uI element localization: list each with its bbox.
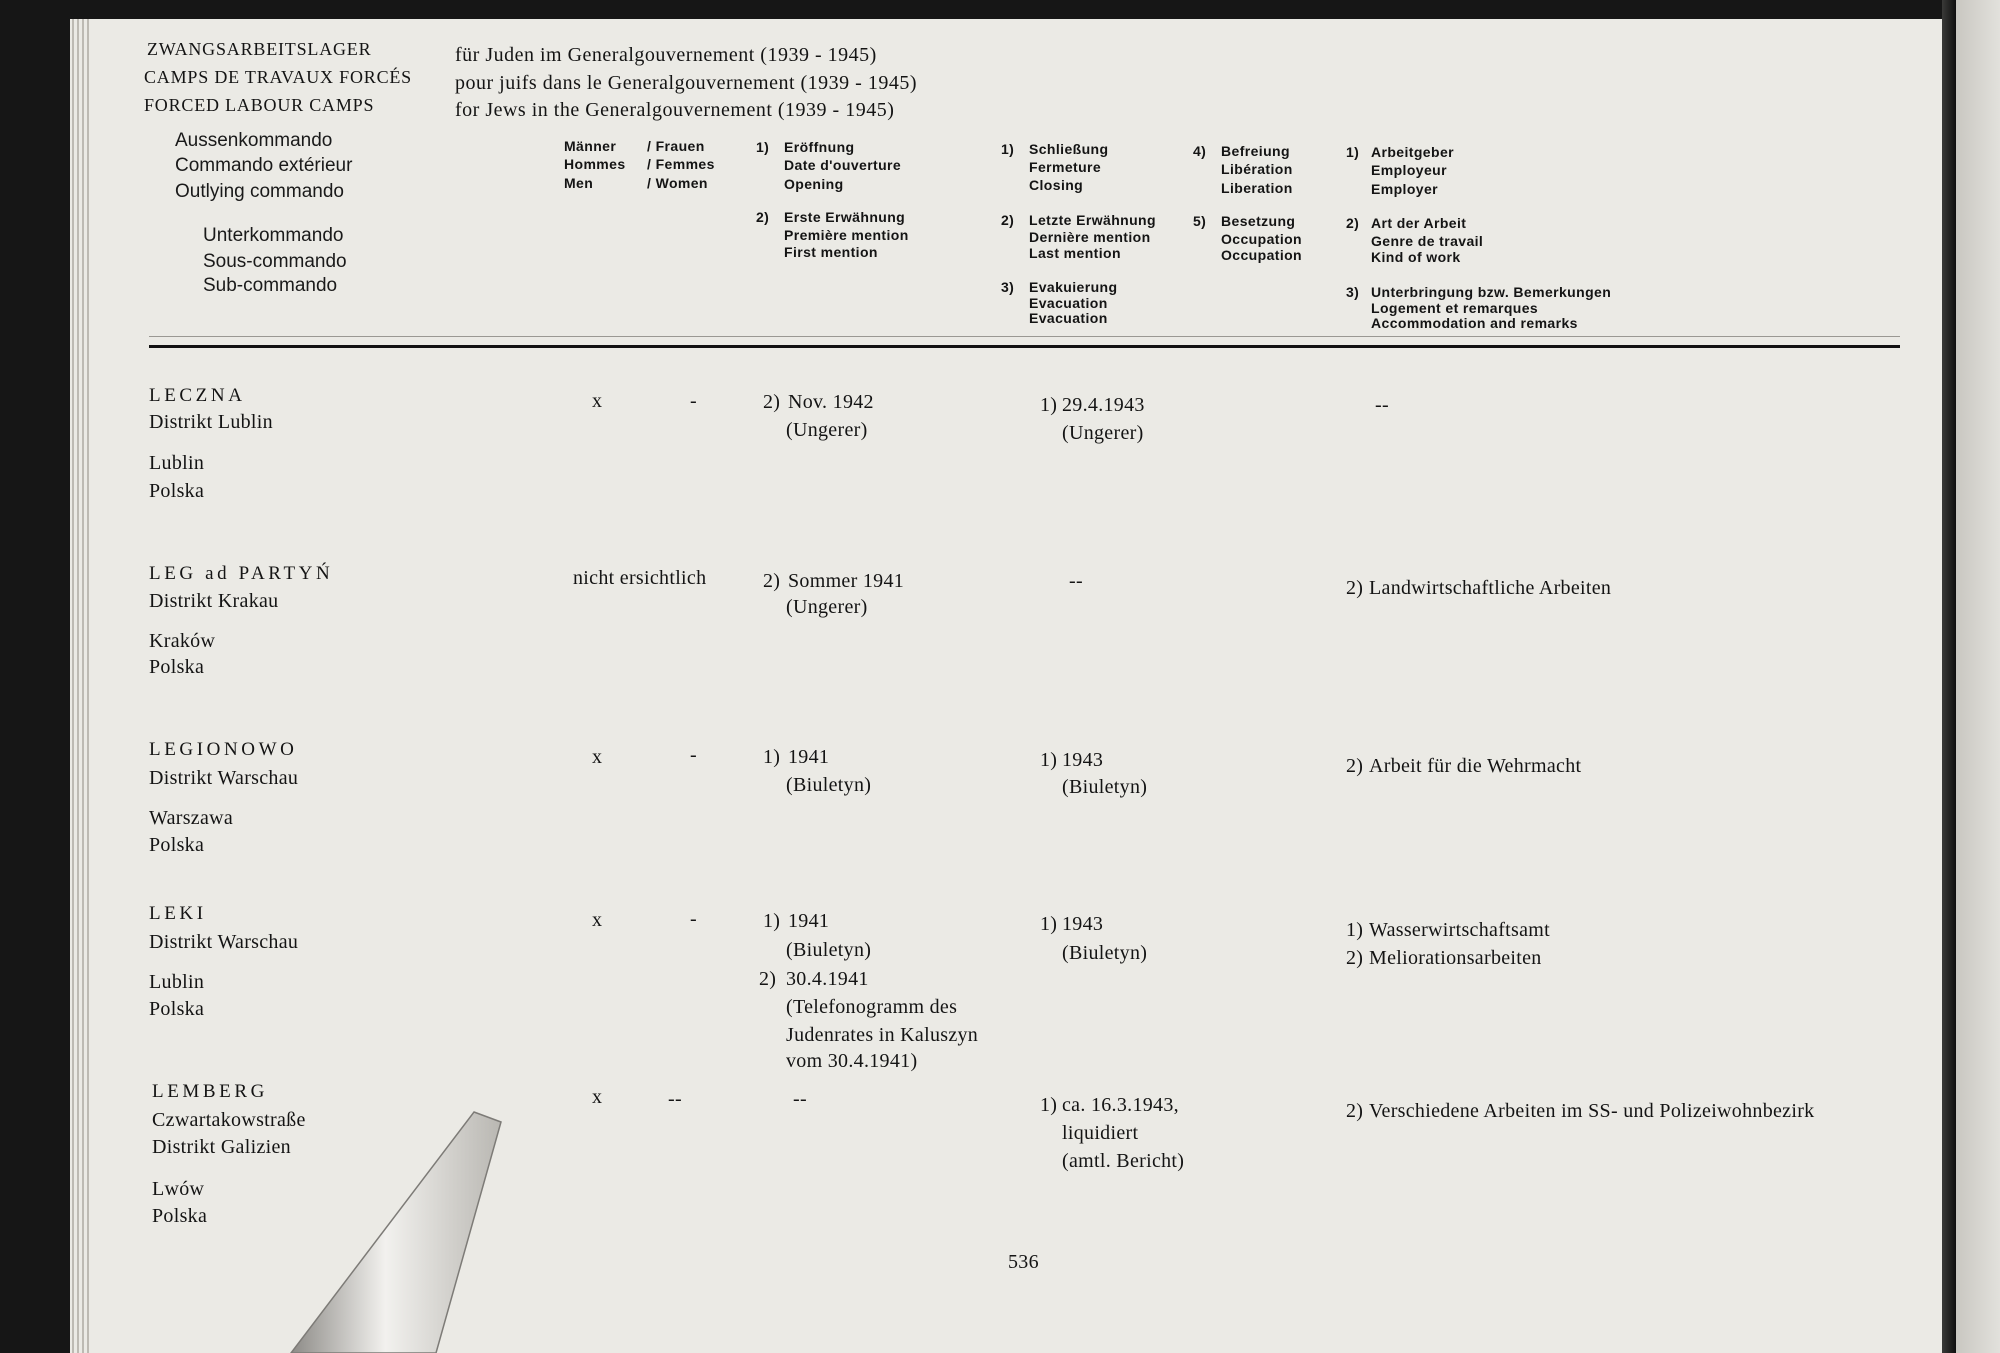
legend-closing-fr: Fermeture: [1029, 159, 1102, 175]
opening-text: (Ungerer): [786, 419, 868, 441]
closing-num: 1): [1040, 913, 1058, 935]
opening-text: Sommer 1941: [788, 570, 905, 592]
closing-text: liquidiert: [1062, 1122, 1139, 1144]
work-text: Meliorationsarbeiten: [1369, 947, 1542, 969]
men-mark: x: [592, 390, 603, 412]
legend-accommodation-fr: Logement et remarques: [1371, 300, 1539, 316]
work-text: Landwirtschaftliche Arbeiten: [1369, 577, 1612, 599]
header-subtitle-en: for Jews in the Generalgouvernement (1939 - 1945): [455, 99, 895, 121]
opening-text: 1941: [788, 910, 830, 932]
closing-text: 1943: [1062, 913, 1104, 935]
legend-men-de: Männer: [564, 138, 617, 154]
work-text: --: [1375, 394, 1389, 416]
legend-occupation-de: Besetzung: [1221, 213, 1296, 229]
legend-kind-of-work-fr: Genre de travail: [1371, 233, 1484, 249]
legend-occupation-fr: Occupation: [1221, 231, 1303, 247]
work-num: 2): [1346, 577, 1364, 599]
legend-men-en: Men: [564, 175, 594, 191]
camp-location: Polska: [149, 834, 205, 856]
legend-accommodation-de: Unterbringung bzw. Bemerkungen: [1371, 284, 1612, 300]
closing-text: (Ungerer): [1062, 422, 1144, 444]
opening-text: (Biuletyn): [786, 939, 872, 961]
legend-first-mention-en: First mention: [784, 244, 878, 260]
opening-num: 2): [759, 968, 777, 990]
opening-text: --: [793, 1088, 807, 1110]
legend-accommodation-en: Accommodation and remarks: [1371, 315, 1578, 331]
closing-text: ca. 16.3.1943,: [1062, 1094, 1179, 1116]
opening-num: 2): [763, 391, 781, 413]
closing-num: 1): [1040, 1094, 1058, 1116]
legend-unterkommando-de: Unterkommando: [203, 225, 344, 246]
legend-employer-num: 1): [1346, 144, 1360, 160]
legend-evacuation-fr: Evacuation: [1029, 295, 1108, 311]
opening-text: 30.4.1941: [786, 968, 869, 990]
legend-kind-of-work-de: Art der Arbeit: [1371, 215, 1467, 231]
camp-location: Distrikt Warschau: [149, 931, 299, 953]
legend-women-fr: / Femmes: [647, 156, 715, 172]
opening-text: (Biuletyn): [786, 774, 872, 796]
closing-num: 1): [1040, 749, 1058, 771]
legend-women-de: / Frauen: [647, 138, 705, 154]
closing-text: 29.4.1943: [1062, 394, 1145, 416]
header-subtitle-fr: pour juifs dans le Generalgouvernement (1939 - 1945): [455, 72, 917, 94]
camp-name: LECZNA: [149, 385, 246, 406]
camp-location: Warszawa: [149, 807, 234, 829]
legend-women-en: / Women: [647, 175, 708, 191]
header-title-fr: CAMPS DE TRAVAUX FORCÉS: [144, 67, 412, 87]
men-mark: x: [592, 1086, 603, 1108]
legend-kind-of-work-en: Kind of work: [1371, 249, 1461, 265]
closing-text: 1943: [1062, 749, 1104, 771]
camp-location: Polska: [152, 1205, 208, 1227]
women-mark: -: [690, 744, 697, 766]
legend-evacuation-num: 3): [1001, 279, 1015, 295]
legend-evacuation-en: Evacuation: [1029, 310, 1108, 326]
page-number: 536: [1008, 1251, 1039, 1273]
camp-location: Czwartakowstraße: [152, 1109, 306, 1131]
camp-location: Polska: [149, 480, 205, 502]
legend-liberation-num: 4): [1193, 143, 1207, 159]
closing-num: 1): [1040, 394, 1058, 416]
legend-first-mention-num: 2): [756, 209, 770, 225]
legend-liberation-de: Befreiung: [1221, 143, 1290, 159]
legend-unterkommando-fr: Sous-commando: [203, 251, 347, 272]
camp-location: Kraków: [149, 630, 216, 652]
men-mark: x: [592, 746, 603, 768]
men-mark: x: [592, 909, 603, 931]
opening-text: Judenrates in Kaluszyn: [786, 1024, 979, 1046]
opening-text: (Ungerer): [786, 596, 868, 618]
work-num: 2): [1346, 1100, 1364, 1122]
legend-accommodation-num: 3): [1346, 284, 1360, 300]
camp-name: LEKI: [149, 903, 207, 924]
camp-location: Polska: [149, 998, 205, 1020]
gender-note: nicht ersichtlich: [573, 567, 707, 589]
legend-opening-de: Eröffnung: [784, 139, 855, 155]
work-num: 2): [1346, 947, 1364, 969]
legend-kommando-fr: Commando extérieur: [175, 155, 353, 176]
legend-employer-de: Arbeitgeber: [1371, 144, 1454, 160]
header-title-de: ZWANGSARBEITSLAGER: [147, 39, 372, 59]
opening-text: 1941: [788, 746, 830, 768]
legend-unterkommando-en: Sub-commando: [203, 275, 338, 296]
legend-employer-en: Employer: [1371, 181, 1438, 197]
legend-kommando-en: Outlying commando: [175, 181, 344, 202]
camp-location: Lublin: [149, 971, 205, 993]
legend-occupation-en: Occupation: [1221, 247, 1303, 263]
legend-liberation-fr: Libération: [1221, 161, 1293, 177]
opening-text: vom 30.4.1941): [786, 1050, 918, 1072]
legend-closing-en: Closing: [1029, 177, 1084, 193]
women-mark: -: [690, 390, 697, 412]
legend-opening-en: Opening: [784, 176, 844, 192]
legend-first-mention-de: Erste Erwähnung: [784, 209, 906, 225]
legend-last-mention-de: Letzte Erwähnung: [1029, 212, 1156, 228]
camp-location: Distrikt Galizien: [152, 1136, 291, 1158]
legend-last-mention-num: 2): [1001, 212, 1015, 228]
header-subtitle-de: für Juden im Generalgouvernement (1939 - 1945): [455, 44, 877, 66]
legend-kommando-de: Aussenkommando: [175, 130, 333, 151]
opening-num: 2): [763, 570, 781, 592]
legend-first-mention-fr: Première mention: [784, 227, 909, 243]
work-num: 2): [1346, 755, 1364, 777]
camp-location: Lwów: [152, 1178, 205, 1200]
legend-last-mention-en: Last mention: [1029, 245, 1121, 261]
closing-text: (amtl. Bericht): [1062, 1150, 1185, 1172]
legend-opening-fr: Date d'ouverture: [784, 157, 902, 173]
closing-text: --: [1069, 570, 1083, 592]
legend-closing-de: Schließung: [1029, 141, 1109, 157]
camp-location: Polska: [149, 656, 205, 678]
legend-kind-of-work-num: 2): [1346, 215, 1360, 231]
opening-text: Nov. 1942: [788, 391, 874, 413]
camp-name: LEMBERG: [152, 1081, 268, 1102]
legend-evacuation-de: Evakuierung: [1029, 279, 1118, 295]
work-text: Verschiedene Arbeiten im SS- und Polizeiwohnbezirk: [1369, 1100, 1815, 1122]
camp-name: LEG ad PARTYŃ: [149, 563, 334, 584]
legend-closing-num: 1): [1001, 141, 1015, 157]
opening-num: 1): [763, 910, 781, 932]
closing-text: (Biuletyn): [1062, 776, 1148, 798]
camp-location: Distrikt Lublin: [149, 411, 273, 433]
closing-text: (Biuletyn): [1062, 942, 1148, 964]
camp-name: LEGIONOWO: [149, 739, 298, 760]
legend-last-mention-fr: Dernière mention: [1029, 229, 1151, 245]
women-mark: -: [690, 908, 697, 930]
legend-opening-num: 1): [756, 139, 770, 155]
legend-liberation-en: Liberation: [1221, 180, 1293, 196]
legend-men-fr: Hommes: [564, 156, 626, 172]
legend-employer-fr: Employeur: [1371, 162, 1447, 178]
work-text: Wasserwirtschaftsamt: [1369, 919, 1550, 941]
camp-location: Distrikt Warschau: [149, 767, 299, 789]
opening-text: (Telefonogramm des: [786, 996, 958, 1018]
legend-occupation-num: 5): [1193, 213, 1207, 229]
camp-location: Distrikt Krakau: [149, 590, 279, 612]
header-title-en: FORCED LABOUR CAMPS: [144, 95, 375, 115]
women-mark: --: [668, 1088, 682, 1110]
work-text: Arbeit für die Wehrmacht: [1369, 755, 1582, 777]
opening-num: 1): [763, 746, 781, 768]
work-num: 1): [1346, 919, 1364, 941]
camp-location: Lublin: [149, 452, 205, 474]
